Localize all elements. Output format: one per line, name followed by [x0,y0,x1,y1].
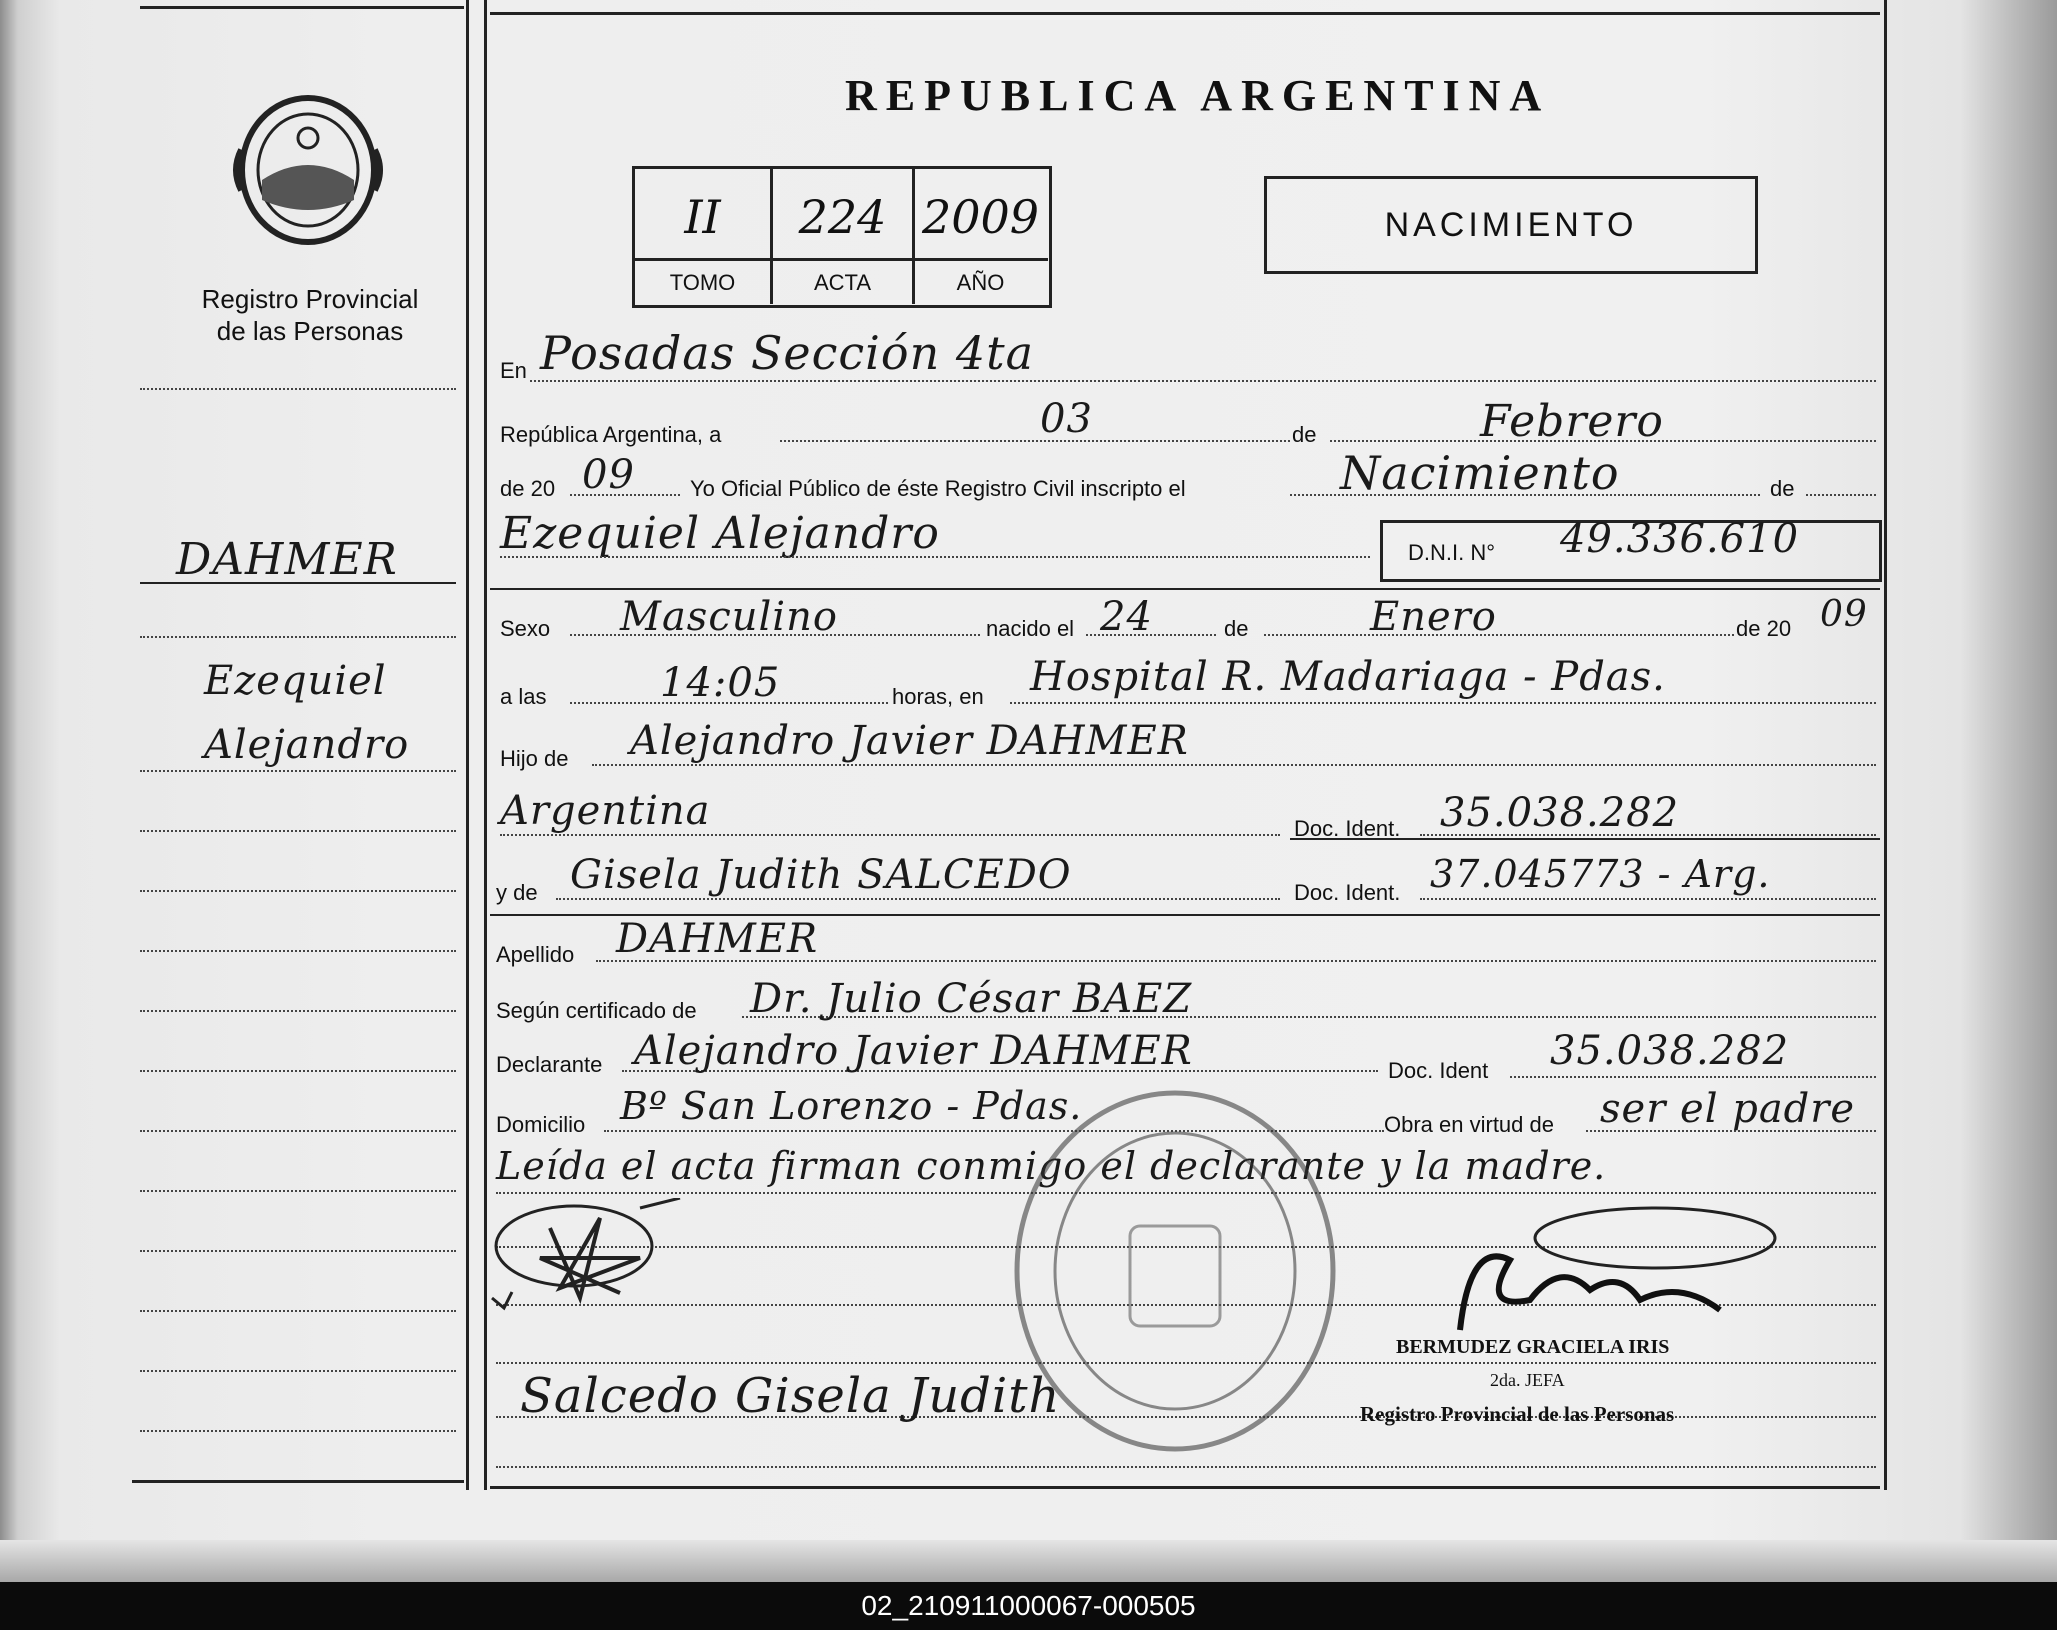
birth-day-value: 24 [1100,594,1153,640]
field-line [530,380,1876,382]
day-value: 03 [1040,396,1093,442]
field-line [500,556,1370,558]
label-obra: Obra en virtud de [1384,1112,1554,1137]
birth-time-value: 14:05 [660,660,781,706]
tomo-label: TOMO [669,270,736,295]
margin-line [140,950,456,952]
label-nacido: nacido el [986,616,1075,641]
dni-value: 49.336.610 [1560,516,1800,562]
registry-name-line2: de las Personas [216,316,404,346]
official-role: 2da. JEFA [1490,1370,1565,1390]
label-horas-en: horas, en [892,684,984,709]
margin-line [140,582,456,584]
margin-line [140,1070,456,1072]
body-top-rule [490,12,1880,15]
birth-place-value: Hospital R. Madariaga - Pdas. [1030,654,1666,700]
anio-value: 2009 [921,190,1040,244]
acta-value: 224 [798,190,887,244]
body-bottom-rule [490,1486,1880,1489]
margin-divider [466,0,469,1490]
official-name: BERMUDEZ GRACIELA IRIS [1396,1336,1670,1358]
tomo-value: II [684,190,721,244]
label-de-20: de 20 [1736,616,1792,641]
field-line [570,494,680,496]
label-declarante: Declarante [496,1052,603,1077]
official-office: Registro Provincial de las Personas [1360,1402,1675,1426]
father-name-value: Alejandro Javier DAHMER [630,718,1189,764]
label-de-20: de 20 [500,476,556,501]
father-doc-value: 35.038.282 [1440,790,1680,836]
surname-value: DAHMER [616,916,819,962]
margin-line [140,636,456,638]
body-left-border [484,0,487,1490]
margin-line [140,1190,456,1192]
mother-signature: Salcedo Gisela Judith [520,1368,1061,1424]
registry-name-line1: Registro Provincial [201,284,419,314]
margin-line [140,388,456,390]
label-en: En [500,358,527,383]
sex-value: Masculino [620,594,838,640]
margin-line [140,770,456,772]
tomo-cell [635,168,770,302]
field-line [556,898,1280,900]
anio-cell [915,168,1046,302]
margin-name2: Alejandro [204,722,410,768]
reading-statement: Leída el acta firman conmigo el declarante y la madre. [496,1144,1607,1188]
official-signature [1440,1200,1780,1340]
acta-cell [773,168,912,302]
label-apellido: Apellido [496,942,575,967]
misiones-seal [228,90,388,250]
margin-line [140,1370,456,1372]
margin-line [140,1430,456,1432]
label-hijo-de: Hijo de [500,746,569,771]
label-segun: Según certificado de [496,998,697,1023]
label-de: de [1770,476,1795,501]
label-a-las: a las [500,684,547,709]
label-de: de [1224,616,1249,641]
field-line [780,440,1290,442]
page-edge [0,1540,2057,1582]
row-separator [1290,838,1880,840]
label-doc-ident: Doc. Ident. [1294,816,1401,841]
label-y-de: y de [496,880,538,905]
official-stamp [1010,1086,1340,1456]
margin-surname: DAHMER [176,534,398,585]
margin-line [140,1010,456,1012]
child-name-value: Ezequiel Alejandro [500,508,940,559]
declarant-doc-value: 35.038.282 [1550,1028,1790,1074]
year-value: 09 [582,452,635,498]
field-line [1010,702,1876,704]
father-nationality-value: Argentina [500,788,711,834]
row-separator [490,588,1880,590]
mother-doc-value: 37.045773 - Arg. [1430,852,1771,896]
margin-line [140,1130,456,1132]
label-doc-ident: Doc. Ident [1388,1058,1489,1083]
doctor-value: Dr. Julio César BAEZ [750,976,1193,1022]
declarant-signature [490,1198,690,1318]
field-line [592,764,1876,766]
anio-label: AÑO [956,270,1005,295]
field-line [496,1466,1876,1468]
field-line [1264,634,1734,636]
field-line [500,834,1280,836]
birth-year-value: 09 [1820,594,1868,635]
file-id-bar: 02_210911000067-000505 [0,1582,2057,1630]
label-sexo: Sexo [500,616,551,641]
margin-line [140,1250,456,1252]
label-oficial: Yo Oficial Público de éste Registro Civil inscripto el [690,476,1186,501]
address-value: Bº San Lorenzo - Pdas. [620,1084,1083,1128]
margin-bottom-rule [132,1480,464,1483]
acta-label: ACTA [813,270,872,295]
declarant-name-value: Alejandro Javier DAHMER [634,1028,1193,1074]
label-doc-ident: Doc. Ident. [1294,880,1401,905]
margin-line [140,1310,456,1312]
mother-name-value: Gisela Judith SALCEDO [570,852,1072,898]
reason-value: ser el padre [1600,1086,1856,1132]
record-kind-value: Nacimiento [1340,446,1620,500]
label-domicilio: Domicilio [496,1112,586,1137]
field-line [1510,1076,1876,1078]
label-dni: D.N.I. N° [1408,540,1496,565]
margin-line [140,830,456,832]
body-right-border [1884,0,1887,1490]
margin-top-rule [140,6,464,9]
field-line [1420,898,1876,900]
birth-month-value: Enero [1370,594,1497,640]
month-value: Febrero [1480,396,1664,447]
record-type-box: NACIMIENTO [1264,176,1758,274]
place-value: Posadas Sección 4ta [540,326,1035,380]
field-line [1806,494,1876,496]
margin-line [140,890,456,892]
margin-name1: Ezequiel [204,658,387,704]
country-title: REPUBLICA ARGENTINA [845,71,1551,120]
label-republica: República Argentina, a [500,422,722,447]
label-de: de [1292,422,1317,447]
